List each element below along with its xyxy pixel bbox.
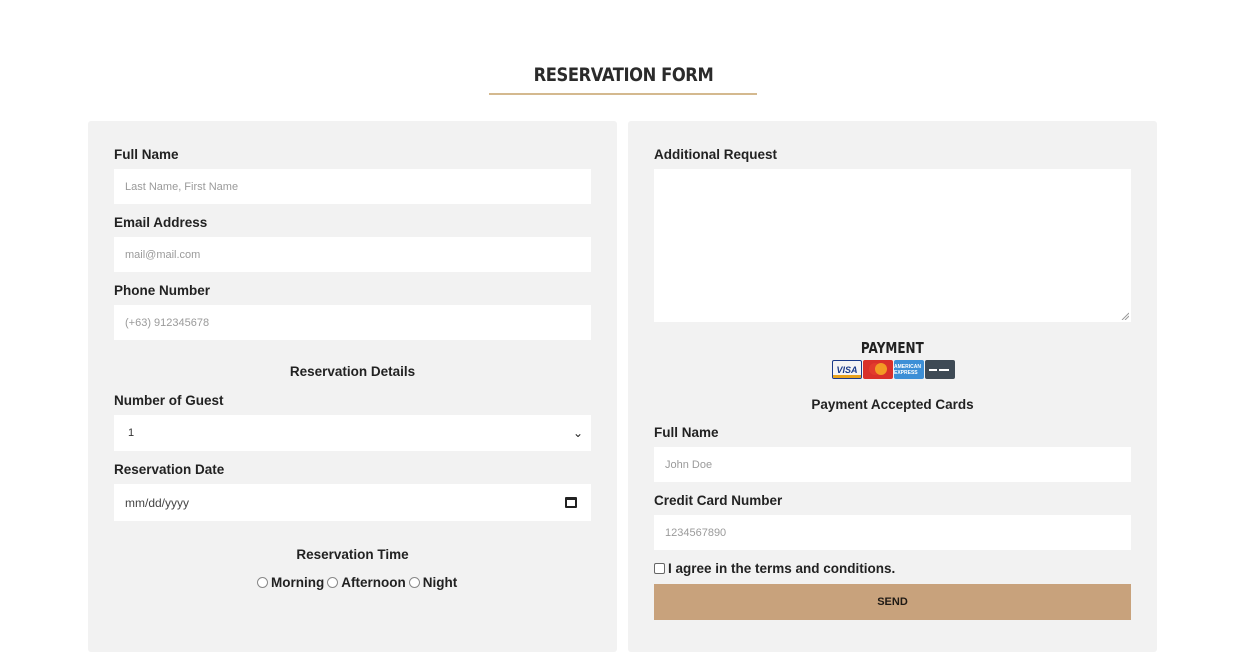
phone-label: Phone Number [114, 283, 211, 298]
radio-night-label: Night [422, 575, 458, 590]
amex-card-icon [894, 360, 924, 379]
email-label: Email Address [114, 215, 208, 230]
card-name-input[interactable] [654, 447, 1131, 482]
full-name-input[interactable] [114, 169, 591, 204]
payment-heading [654, 339, 1131, 357]
phone-input[interactable] [114, 305, 591, 340]
radio-afternoon-label: Afternoon [341, 575, 406, 590]
reservation-details-heading: Reservation Details [289, 364, 416, 379]
card-number-label: Credit Card Number [654, 493, 783, 508]
card-name-label: Full Name [654, 425, 719, 440]
resize-handle-icon[interactable] [1121, 312, 1129, 320]
date-label: Reservation Date [114, 462, 225, 477]
visa-text: VISA [836, 364, 858, 375]
date-value: mm/dd/yyyy [125, 495, 190, 510]
calendar-icon[interactable] [565, 497, 577, 508]
radio-circle[interactable] [327, 577, 338, 588]
time-radio-group [254, 575, 457, 590]
visa-card-icon [832, 360, 862, 379]
card-number-input[interactable] [654, 515, 1131, 550]
terms-label: I agree in the terms and conditions. [668, 561, 896, 576]
chevron-down-icon: ⌄ [572, 426, 583, 440]
page-title: RESERVATION FORM [533, 64, 713, 86]
terms-checkbox[interactable] [654, 563, 665, 574]
reservation-time-heading: Reservation Time [296, 547, 409, 562]
payment-accepted-caption: Payment Accepted Cards [811, 397, 974, 412]
full-name-label: Full Name [114, 147, 179, 162]
radio-afternoon[interactable] [324, 575, 406, 590]
radio-circle[interactable] [409, 577, 420, 588]
guests-value: 1 [128, 427, 135, 439]
generic-card-icon [925, 360, 955, 379]
radio-morning[interactable] [254, 575, 324, 590]
radio-morning-label: Morning [271, 575, 325, 590]
radio-night[interactable] [406, 575, 458, 590]
additional-request-textarea[interactable] [654, 169, 1131, 322]
amex-text: AMERICAN EXPRESS [894, 363, 921, 376]
payment-heading-text: PAYMENT [861, 339, 924, 357]
mastercard-card-icon [863, 360, 893, 379]
reservation-date-input[interactable] [114, 484, 591, 521]
terms-row[interactable] [654, 561, 895, 576]
guests-label: Number of Guest [114, 393, 224, 408]
title-underline [489, 93, 757, 95]
additional-request-label: Additional Request [654, 147, 778, 162]
email-input[interactable] [114, 237, 591, 272]
guests-select[interactable] [114, 415, 591, 451]
radio-circle[interactable] [257, 577, 268, 588]
send-button[interactable]: SEND [654, 584, 1131, 620]
page-title-wrap [489, 64, 757, 86]
accepted-cards [832, 360, 955, 379]
